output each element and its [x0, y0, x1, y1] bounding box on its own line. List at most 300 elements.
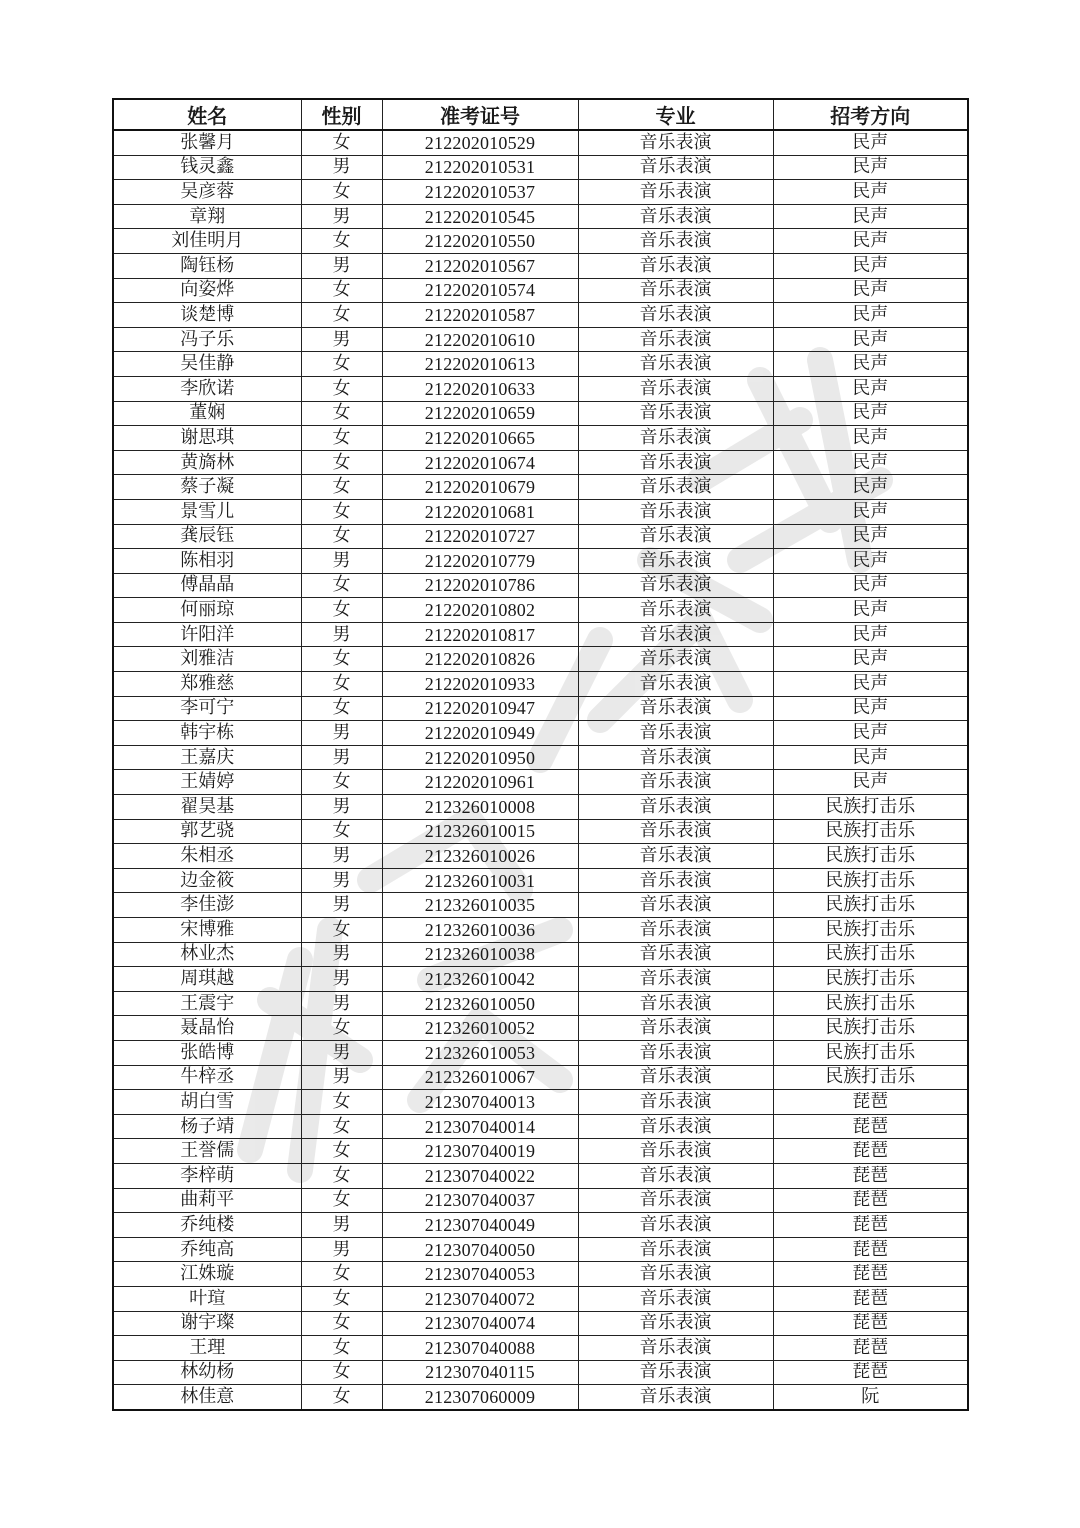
- table-row: [113, 1213, 968, 1238]
- cell-name: 林幼杨: [113, 1360, 301, 1385]
- cell-exam-id: 212326010050: [382, 991, 578, 1016]
- cell-name: 刘雅洁: [113, 647, 301, 672]
- cell-gender: 男: [301, 622, 382, 647]
- cell-major: 音乐表演: [578, 352, 773, 377]
- table-row: [113, 991, 968, 1016]
- cell-exam-id: 212202010610: [382, 327, 578, 352]
- cell-gender: 男: [301, 155, 382, 180]
- cell-exam-id: 212307040088: [382, 1336, 578, 1361]
- cell-gender: 男: [301, 204, 382, 229]
- cell-direction: 民族打击乐: [773, 795, 968, 820]
- column-header-gender: 性别: [301, 99, 382, 130]
- cell-direction: 民声: [773, 549, 968, 574]
- table-body: [113, 130, 968, 1410]
- cell-major: 音乐表演: [578, 450, 773, 475]
- cell-name: 王理: [113, 1336, 301, 1361]
- cell-exam-id: 212202010537: [382, 180, 578, 205]
- table-row: [113, 1286, 968, 1311]
- cell-gender: 女: [301, 524, 382, 549]
- cell-gender: 女: [301, 819, 382, 844]
- cell-exam-id: 212202010817: [382, 622, 578, 647]
- cell-exam-id: 212307060009: [382, 1385, 578, 1410]
- cell-direction: 民声: [773, 745, 968, 770]
- cell-gender: 男: [301, 795, 382, 820]
- cell-gender: 女: [301, 352, 382, 377]
- cell-name: 林佳意: [113, 1385, 301, 1410]
- cell-gender: 女: [301, 1336, 382, 1361]
- cell-name: 钱灵鑫: [113, 155, 301, 180]
- cell-gender: 女: [301, 696, 382, 721]
- table-row: [113, 770, 968, 795]
- cell-major: 音乐表演: [578, 278, 773, 303]
- cell-name: 韩宇栋: [113, 721, 301, 746]
- cell-gender: 女: [301, 1385, 382, 1410]
- table-row: [113, 130, 968, 155]
- cell-name: 李梓萌: [113, 1163, 301, 1188]
- cell-gender: 女: [301, 229, 382, 254]
- cell-direction: 民声: [773, 229, 968, 254]
- cell-major: 音乐表演: [578, 795, 773, 820]
- cell-major: 音乐表演: [578, 253, 773, 278]
- cell-exam-id: 212326010015: [382, 819, 578, 844]
- cell-gender: 女: [301, 918, 382, 943]
- cell-major: 音乐表演: [578, 1163, 773, 1188]
- cell-gender: 女: [301, 1262, 382, 1287]
- cell-gender: 男: [301, 1237, 382, 1262]
- cell-direction: 民声: [773, 253, 968, 278]
- cell-major: 音乐表演: [578, 918, 773, 943]
- cell-direction: 琵琶: [773, 1237, 968, 1262]
- cell-gender: 男: [301, 967, 382, 992]
- cell-major: 音乐表演: [578, 1065, 773, 1090]
- cell-name: 边金筱: [113, 868, 301, 893]
- cell-gender: 女: [301, 1311, 382, 1336]
- cell-name: 胡白雪: [113, 1090, 301, 1115]
- cell-major: 音乐表演: [578, 401, 773, 426]
- cell-name: 杨子靖: [113, 1114, 301, 1139]
- table-row: [113, 1139, 968, 1164]
- cell-major: 音乐表演: [578, 573, 773, 598]
- cell-exam-id: 212326010031: [382, 868, 578, 893]
- cell-direction: 民声: [773, 573, 968, 598]
- cell-gender: 男: [301, 942, 382, 967]
- table-row: [113, 721, 968, 746]
- cell-gender: 女: [301, 130, 382, 155]
- cell-gender: 女: [301, 598, 382, 623]
- cell-direction: 琵琶: [773, 1163, 968, 1188]
- cell-exam-id: 212307040014: [382, 1114, 578, 1139]
- cell-direction: 琵琶: [773, 1213, 968, 1238]
- cell-exam-id: 212202010545: [382, 204, 578, 229]
- cell-gender: 女: [301, 672, 382, 697]
- cell-direction: 琵琶: [773, 1311, 968, 1336]
- table-row: [113, 327, 968, 352]
- cell-direction: 民声: [773, 327, 968, 352]
- cell-gender: 女: [301, 450, 382, 475]
- cell-name: 谈楚博: [113, 303, 301, 328]
- cell-major: 音乐表演: [578, 549, 773, 574]
- cell-name: 冯子乐: [113, 327, 301, 352]
- cell-exam-id: 212202010659: [382, 401, 578, 426]
- cell-gender: 男: [301, 745, 382, 770]
- cell-direction: 民声: [773, 696, 968, 721]
- cell-major: 音乐表演: [578, 499, 773, 524]
- table-row: [113, 1163, 968, 1188]
- cell-direction: 琵琶: [773, 1336, 968, 1361]
- cell-exam-id: 212202010529: [382, 130, 578, 155]
- cell-exam-id: 212202010681: [382, 499, 578, 524]
- cell-direction: 民声: [773, 130, 968, 155]
- cell-major: 音乐表演: [578, 745, 773, 770]
- table-row: [113, 426, 968, 451]
- table-row: [113, 1114, 968, 1139]
- cell-gender: 女: [301, 647, 382, 672]
- cell-major: 音乐表演: [578, 868, 773, 893]
- table-row: [113, 1385, 968, 1410]
- admission-roster-table: [112, 98, 969, 1411]
- column-header-direction: 招考方向: [773, 99, 968, 130]
- table-row: [113, 647, 968, 672]
- cell-direction: 民族打击乐: [773, 1040, 968, 1065]
- cell-direction: 民声: [773, 499, 968, 524]
- cell-direction: 民族打击乐: [773, 844, 968, 869]
- cell-name: 王誉儒: [113, 1139, 301, 1164]
- cell-name: 朱相丞: [113, 844, 301, 869]
- cell-exam-id: 212202010550: [382, 229, 578, 254]
- cell-exam-id: 212307040013: [382, 1090, 578, 1115]
- cell-name: 王嘉庆: [113, 745, 301, 770]
- cell-exam-id: 212326010042: [382, 967, 578, 992]
- cell-direction: 琵琶: [773, 1090, 968, 1115]
- table-row: [113, 1065, 968, 1090]
- cell-gender: 女: [301, 303, 382, 328]
- cell-direction: 琵琶: [773, 1262, 968, 1287]
- cell-major: 音乐表演: [578, 844, 773, 869]
- table-row: [113, 672, 968, 697]
- cell-name: 董娴: [113, 401, 301, 426]
- cell-gender: 女: [301, 1163, 382, 1188]
- cell-direction: 民声: [773, 180, 968, 205]
- cell-major: 音乐表演: [578, 1286, 773, 1311]
- cell-exam-id: 212307040074: [382, 1311, 578, 1336]
- cell-name: 李欣诺: [113, 376, 301, 401]
- cell-direction: 民声: [773, 622, 968, 647]
- cell-major: 音乐表演: [578, 672, 773, 697]
- cell-direction: 民声: [773, 598, 968, 623]
- cell-name: 王震宇: [113, 991, 301, 1016]
- table-row: [113, 204, 968, 229]
- cell-exam-id: 212307040115: [382, 1360, 578, 1385]
- cell-direction: 民族打击乐: [773, 1065, 968, 1090]
- cell-gender: 女: [301, 278, 382, 303]
- cell-major: 音乐表演: [578, 1213, 773, 1238]
- cell-name: 蔡子凝: [113, 475, 301, 500]
- table-row: [113, 573, 968, 598]
- cell-direction: 民声: [773, 770, 968, 795]
- table-row: [113, 918, 968, 943]
- cell-gender: 男: [301, 893, 382, 918]
- cell-exam-id: 212326010053: [382, 1040, 578, 1065]
- table-row: [113, 524, 968, 549]
- cell-exam-id: 212326010036: [382, 918, 578, 943]
- cell-major: 音乐表演: [578, 1262, 773, 1287]
- table-header-row: [113, 99, 968, 130]
- table-row: [113, 549, 968, 574]
- cell-gender: 女: [301, 1114, 382, 1139]
- cell-name: 张皓博: [113, 1040, 301, 1065]
- cell-gender: 男: [301, 1040, 382, 1065]
- cell-exam-id: 212202010786: [382, 573, 578, 598]
- table-row: [113, 696, 968, 721]
- cell-name: 曲莉平: [113, 1188, 301, 1213]
- cell-exam-id: 212326010038: [382, 942, 578, 967]
- table-row: [113, 868, 968, 893]
- table-row: [113, 622, 968, 647]
- cell-direction: 民声: [773, 155, 968, 180]
- cell-exam-id: 212202010779: [382, 549, 578, 574]
- cell-direction: 民族打击乐: [773, 991, 968, 1016]
- table-row: [113, 745, 968, 770]
- cell-major: 音乐表演: [578, 1360, 773, 1385]
- cell-major: 音乐表演: [578, 180, 773, 205]
- cell-direction: 民声: [773, 376, 968, 401]
- table-row: [113, 229, 968, 254]
- cell-gender: 女: [301, 499, 382, 524]
- cell-exam-id: 212307040037: [382, 1188, 578, 1213]
- cell-name: 吴彦蓉: [113, 180, 301, 205]
- cell-direction: 民族打击乐: [773, 868, 968, 893]
- cell-gender: 女: [301, 180, 382, 205]
- cell-exam-id: 212202010826: [382, 647, 578, 672]
- cell-exam-id: 212326010052: [382, 1016, 578, 1041]
- cell-name: 谢思琪: [113, 426, 301, 451]
- cell-gender: 男: [301, 327, 382, 352]
- cell-major: 音乐表演: [578, 426, 773, 451]
- cell-direction: 琵琶: [773, 1286, 968, 1311]
- table-row: [113, 253, 968, 278]
- cell-direction: 民族打击乐: [773, 918, 968, 943]
- cell-name: 翟昊基: [113, 795, 301, 820]
- cell-gender: 女: [301, 401, 382, 426]
- cell-major: 音乐表演: [578, 1090, 773, 1115]
- table-row: [113, 352, 968, 377]
- cell-direction: 琵琶: [773, 1114, 968, 1139]
- cell-exam-id: 212202010613: [382, 352, 578, 377]
- cell-gender: 女: [301, 376, 382, 401]
- cell-exam-id: 212307040053: [382, 1262, 578, 1287]
- cell-direction: 民族打击乐: [773, 893, 968, 918]
- cell-major: 音乐表演: [578, 770, 773, 795]
- cell-major: 音乐表演: [578, 893, 773, 918]
- cell-gender: 男: [301, 844, 382, 869]
- table-row: [113, 844, 968, 869]
- cell-exam-id: 212202010961: [382, 770, 578, 795]
- cell-direction: 民声: [773, 352, 968, 377]
- cell-major: 音乐表演: [578, 1114, 773, 1139]
- cell-gender: 女: [301, 1360, 382, 1385]
- cell-direction: 民声: [773, 672, 968, 697]
- cell-name: 林业杰: [113, 942, 301, 967]
- cell-exam-id: 212202010574: [382, 278, 578, 303]
- cell-major: 音乐表演: [578, 1016, 773, 1041]
- cell-exam-id: 212202010802: [382, 598, 578, 623]
- cell-major: 音乐表演: [578, 622, 773, 647]
- cell-exam-id: 212326010067: [382, 1065, 578, 1090]
- cell-major: 音乐表演: [578, 598, 773, 623]
- cell-name: 许阳洋: [113, 622, 301, 647]
- table-row: [113, 598, 968, 623]
- cell-direction: 民声: [773, 721, 968, 746]
- table-row: [113, 1016, 968, 1041]
- cell-name: 聂晶怡: [113, 1016, 301, 1041]
- cell-exam-id: 212202010679: [382, 475, 578, 500]
- cell-gender: 女: [301, 475, 382, 500]
- cell-major: 音乐表演: [578, 1188, 773, 1213]
- cell-major: 音乐表演: [578, 819, 773, 844]
- cell-exam-id: 212307040050: [382, 1237, 578, 1262]
- cell-exam-id: 212202010950: [382, 745, 578, 770]
- cell-major: 音乐表演: [578, 524, 773, 549]
- cell-major: 音乐表演: [578, 303, 773, 328]
- cell-name: 谢宇璨: [113, 1311, 301, 1336]
- cell-name: 郑雅慈: [113, 672, 301, 697]
- table-row: [113, 819, 968, 844]
- cell-exam-id: 212307040072: [382, 1286, 578, 1311]
- table-row: [113, 1336, 968, 1361]
- cell-gender: 女: [301, 573, 382, 598]
- table-row: [113, 1311, 968, 1336]
- cell-exam-id: 212326010026: [382, 844, 578, 869]
- cell-major: 音乐表演: [578, 155, 773, 180]
- cell-direction: 阮: [773, 1385, 968, 1410]
- table-row: [113, 893, 968, 918]
- cell-exam-id: 212202010727: [382, 524, 578, 549]
- cell-direction: 民声: [773, 450, 968, 475]
- table-row: [113, 1090, 968, 1115]
- cell-gender: 男: [301, 721, 382, 746]
- cell-gender: 男: [301, 1065, 382, 1090]
- table-row: [113, 1188, 968, 1213]
- cell-gender: 女: [301, 1286, 382, 1311]
- cell-exam-id: 212326010008: [382, 795, 578, 820]
- cell-direction: 民族打击乐: [773, 942, 968, 967]
- cell-gender: 女: [301, 1139, 382, 1164]
- cell-exam-id: 212202010665: [382, 426, 578, 451]
- cell-exam-id: 212202010567: [382, 253, 578, 278]
- cell-name: 乔纯楼: [113, 1213, 301, 1238]
- cell-major: 音乐表演: [578, 647, 773, 672]
- cell-major: 音乐表演: [578, 204, 773, 229]
- cell-gender: 女: [301, 770, 382, 795]
- cell-gender: 男: [301, 253, 382, 278]
- cell-exam-id: 212307040049: [382, 1213, 578, 1238]
- column-header-major: 专业: [578, 99, 773, 130]
- table-row: [113, 180, 968, 205]
- cell-name: 周琪越: [113, 967, 301, 992]
- cell-name: 吴佳静: [113, 352, 301, 377]
- cell-direction: 民族打击乐: [773, 1016, 968, 1041]
- cell-gender: 男: [301, 1213, 382, 1238]
- cell-direction: 民声: [773, 426, 968, 451]
- cell-direction: 民族打击乐: [773, 819, 968, 844]
- cell-exam-id: 212202010933: [382, 672, 578, 697]
- cell-direction: 民声: [773, 278, 968, 303]
- cell-major: 音乐表演: [578, 1237, 773, 1262]
- cell-name: 龚辰钰: [113, 524, 301, 549]
- cell-direction: 民声: [773, 475, 968, 500]
- cell-direction: 民声: [773, 647, 968, 672]
- cell-name: 陶钰杨: [113, 253, 301, 278]
- cell-major: 音乐表演: [578, 1336, 773, 1361]
- cell-major: 音乐表演: [578, 327, 773, 352]
- cell-major: 音乐表演: [578, 1311, 773, 1336]
- cell-name: 叶瑄: [113, 1286, 301, 1311]
- cell-name: 黄旖林: [113, 450, 301, 475]
- table-row: [113, 278, 968, 303]
- cell-major: 音乐表演: [578, 130, 773, 155]
- cell-exam-id: 212202010587: [382, 303, 578, 328]
- cell-major: 音乐表演: [578, 721, 773, 746]
- cell-name: 陈相羽: [113, 549, 301, 574]
- cell-gender: 女: [301, 1090, 382, 1115]
- cell-major: 音乐表演: [578, 475, 773, 500]
- cell-major: 音乐表演: [578, 229, 773, 254]
- cell-gender: 女: [301, 1188, 382, 1213]
- column-header-name: 姓名: [113, 99, 301, 130]
- cell-name: 宋博雅: [113, 918, 301, 943]
- cell-exam-id: 212202010947: [382, 696, 578, 721]
- table-row: [113, 376, 968, 401]
- table-row: [113, 303, 968, 328]
- table-row: [113, 967, 968, 992]
- table-row: [113, 1237, 968, 1262]
- cell-major: 音乐表演: [578, 942, 773, 967]
- cell-name: 王婧婷: [113, 770, 301, 795]
- table-row: [113, 401, 968, 426]
- cell-exam-id: 212202010633: [382, 376, 578, 401]
- cell-gender: 女: [301, 1016, 382, 1041]
- cell-gender: 男: [301, 549, 382, 574]
- table-row: [113, 475, 968, 500]
- cell-name: 傅晶晶: [113, 573, 301, 598]
- cell-name: 牛梓丞: [113, 1065, 301, 1090]
- cell-name: 景雪儿: [113, 499, 301, 524]
- cell-name: 章翔: [113, 204, 301, 229]
- cell-direction: 民声: [773, 524, 968, 549]
- cell-name: 江姝璇: [113, 1262, 301, 1287]
- cell-direction: 民声: [773, 401, 968, 426]
- cell-major: 音乐表演: [578, 991, 773, 1016]
- table-row: [113, 1360, 968, 1385]
- cell-gender: 男: [301, 991, 382, 1016]
- cell-major: 音乐表演: [578, 376, 773, 401]
- cell-major: 音乐表演: [578, 696, 773, 721]
- cell-major: 音乐表演: [578, 1040, 773, 1065]
- cell-gender: 男: [301, 868, 382, 893]
- cell-major: 音乐表演: [578, 1385, 773, 1410]
- table-row: [113, 155, 968, 180]
- cell-direction: 琵琶: [773, 1139, 968, 1164]
- cell-major: 音乐表演: [578, 1139, 773, 1164]
- cell-name: 何丽琼: [113, 598, 301, 623]
- cell-direction: 民族打击乐: [773, 967, 968, 992]
- cell-exam-id: 212307040022: [382, 1163, 578, 1188]
- table-row: [113, 795, 968, 820]
- cell-exam-id: 212202010674: [382, 450, 578, 475]
- cell-name: 李可宁: [113, 696, 301, 721]
- cell-name: 张馨月: [113, 130, 301, 155]
- cell-name: 向姿烨: [113, 278, 301, 303]
